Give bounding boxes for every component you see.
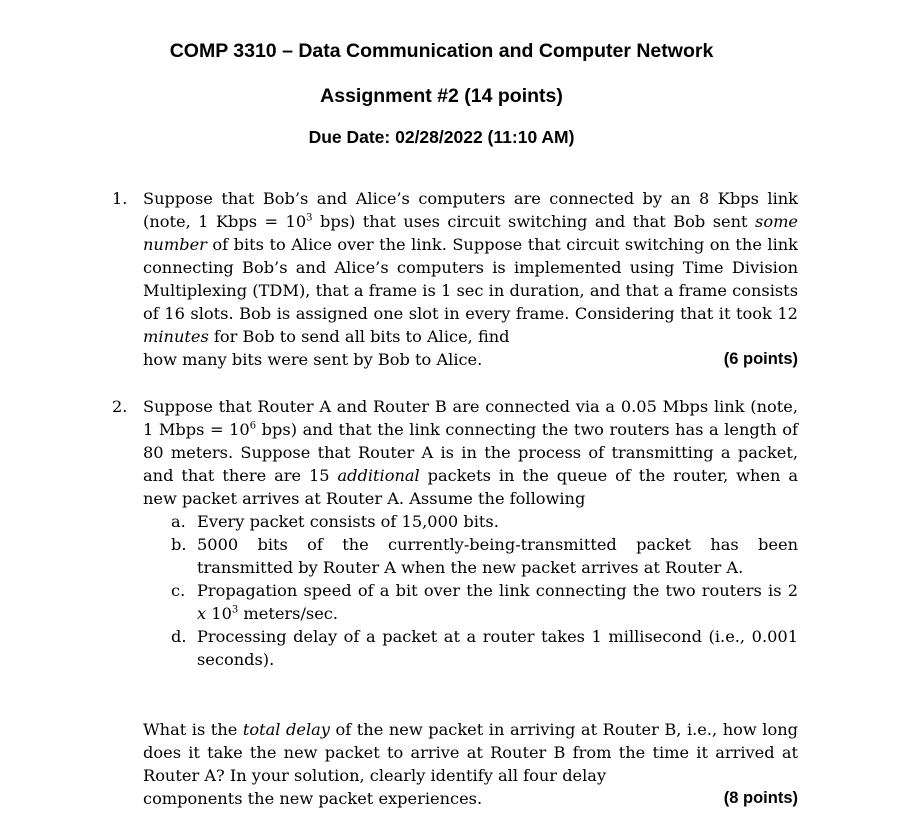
list-item-text: 5000 bits of the currently-being-transmitted packet has been transmitted by Router A when the new packet arrives at Router A. bbox=[197, 535, 798, 577]
q1-text-c: of bits to Alice over the link. Suppose that circuit switching on the link connecting Bob’s and Alice’s computers is implemented using Time Division Multiplexing (TDM), that a frame is 1 sec in duration, and that a frame consists of 16 slots. Bob is assigned one slot in every frame. Considering that it took 12 bbox=[143, 235, 798, 323]
q3-last-line bbox=[143, 787, 798, 810]
q3-em-total-delay: total delay bbox=[242, 720, 330, 739]
course-title: COMP 3310 – Data Communication and Computer Network bbox=[169, 40, 714, 62]
q1-em-some-number: some number bbox=[143, 212, 798, 254]
question-2-body bbox=[143, 395, 798, 671]
list-item-text: Every packet consists of 15,000 bits. bbox=[197, 512, 499, 531]
q2-text-c: packets in the queue of the router, when a new packet arrives at Router A. Assume the following bbox=[143, 466, 799, 508]
q1-points: (6 points) bbox=[723, 350, 798, 368]
q2-sup: 6 bbox=[249, 420, 257, 432]
list-marker: c. bbox=[171, 581, 186, 600]
question-1-body bbox=[143, 187, 798, 371]
q2-em-additional: additional bbox=[337, 466, 420, 485]
list-marker: b. bbox=[171, 535, 187, 554]
q1-em-minutes: minutes bbox=[143, 327, 209, 346]
list-item bbox=[171, 533, 798, 579]
list-item bbox=[171, 579, 798, 625]
q2-assumption-list bbox=[171, 510, 798, 671]
assignment-title: Assignment #2 (14 points) bbox=[320, 85, 563, 107]
q2-text-a: Suppose that Router A and Router B are connected via a 0.05 Mbps link (note, 1 Mbps = 10 bbox=[143, 397, 798, 439]
question-2-followup-body bbox=[143, 718, 798, 810]
question-1-number: 1. bbox=[112, 189, 128, 208]
question-2-number: 2. bbox=[112, 397, 128, 416]
q1-last-text: how many bits were sent by Bob to Alice. bbox=[143, 350, 483, 369]
q1-sup: 3 bbox=[306, 212, 313, 224]
q1-text-a: Suppose that Bob’s and Alice’s computers are connected by an 8 Kbps link (note, 1 Kbps = 10 bbox=[143, 189, 798, 231]
list-item-sup: 3 bbox=[231, 604, 239, 616]
list-item-text-a: Propagation speed of a bit over the link connecting the two routers is 2 bbox=[197, 581, 798, 600]
due-date: Due Date: 02/28/2022 (11:10 AM) bbox=[308, 127, 575, 147]
q3-points: (8 points) bbox=[723, 789, 798, 807]
list-item-text-c: meters/sec. bbox=[238, 604, 339, 623]
q1-text-d: for Bob to send all bits to Alice, find bbox=[208, 327, 510, 346]
list-item-text: Processing delay of a packet at a router takes 1 millisecond (i.e., 0.001 seconds). bbox=[197, 627, 798, 669]
q1-text-b: bps) that uses circuit switching and that Bob sent bbox=[312, 212, 756, 231]
question-2-followup bbox=[112, 718, 798, 810]
list-item bbox=[171, 625, 798, 671]
list-item-text-b: 10 bbox=[206, 604, 232, 623]
question-2 bbox=[112, 395, 798, 671]
list-item bbox=[171, 510, 798, 533]
q1-last-line bbox=[143, 348, 798, 371]
q3-text-b: of the new packet in arriving at Router B, i.e., how long does it take the new packet to arrive at Router B from the time it arrived at Router A? In your solution, clearly identify all four delay bbox=[143, 720, 799, 785]
list-marker: d. bbox=[171, 627, 187, 646]
q3-text-a: What is the bbox=[143, 720, 243, 739]
list-item-em-x: x bbox=[197, 604, 207, 623]
q2-text-b: bps) and that the link connecting the two routers has a length of 80 meters. Suppose that Router A is in the process of transmitting a packet, and that there are 15 bbox=[143, 420, 798, 485]
q3-last-text: components the new packet experiences. bbox=[143, 789, 483, 808]
question-1 bbox=[112, 187, 798, 371]
list-marker: a. bbox=[171, 512, 186, 531]
